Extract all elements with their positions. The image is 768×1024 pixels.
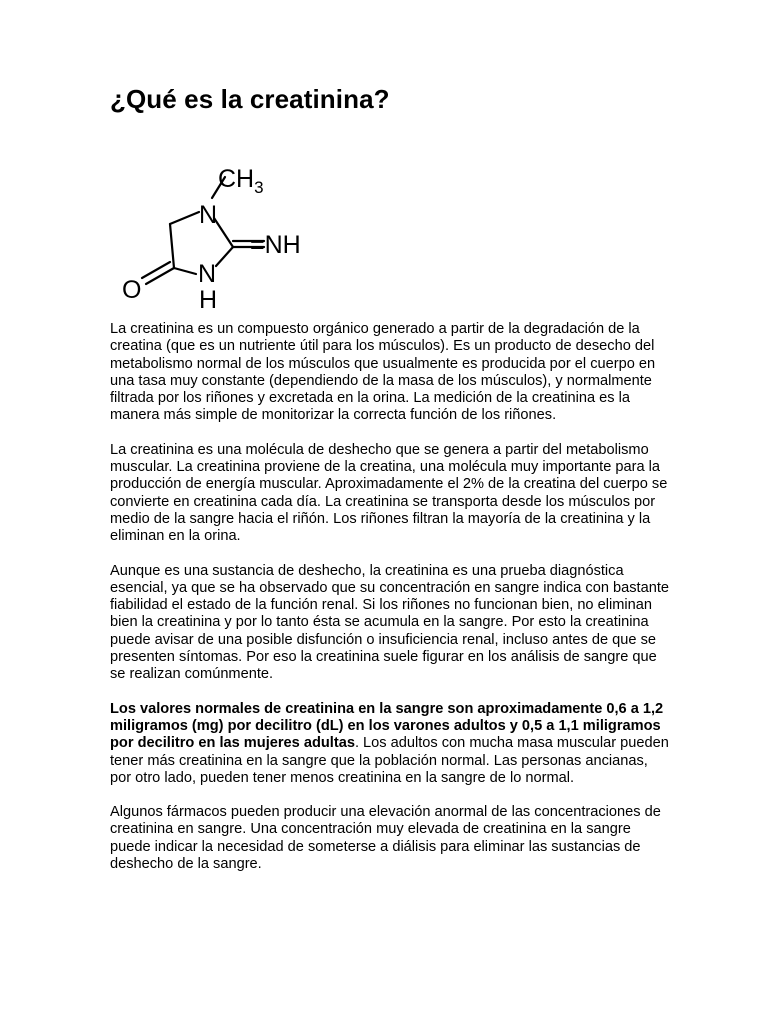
paragraph-5: Algunos fármacos pueden producir una elevación anormal de las concentraciones de creatinina en sangre. Una concentración muy elevada de creatinina en la sangre puede indicar la necesidad de someterse a diálisis para eliminar las sustancias de deshecho de la sangre. [110,804,661,873]
paragraph-1: La creatinina es un compuesto orgánico generado a partir de la degradación de la creatina (que es un nutriente útil para los músculos). Es un producto de desecho del metabolismo normal de los músculos que usualmente es producida por el cuerpo en una tasa muy constante (dependiendo de la masa de los músculos), y normalmente filtrada por los riñones y excretada en la orina. La medición de la creatinina es la manera más simple de monitorizar la correcta función de los riñones. [110,321,656,424]
normal-values-highlight: Los valores normales de creatinina en la sangre son aproximadamente 0,6 a 1,2 miligramos (mg) por decilitro (dL) en los varones adultos y 0,5 a 1,1 miligramos por decilitro en las mujeres adultas [110,700,664,752]
bond-carbonyl-2 [142,262,170,278]
paragraph-2: La creatinina es una molécula de deshecho que se genera a partir del metabolismo muscular. La creatinina proviene de la creatina, una molécula muy importante para la producción de energía muscular. Aproximadamente el 2% de la creatina del cuerpo se convierte en creatinina cada día. La creatinina se transporta desde los músculos por medio de la sangre hacia el riñón. Los riñones filtran la mayoría de la creatinina y la eliminan en la orina. [110,441,668,545]
bond-carbonyl-1 [146,268,174,284]
oxygen-label: O [122,276,142,304]
ring-n-bottom-label: N [198,260,217,288]
paragraph-3: Aunque es una sustancia de deshecho, la creatinina es una prueba diagnóstica esencial, ya que se ha observado que su concentración en sangre indica con bastante fiabilidad el estado de la función renal. Si los riñones no funcionan bien, no eliminan bien la creatinina y por lo tanto ésta se acumula en la sangre. Por esto la creatinina puede avisar de una posible disfunción o insuficiencia renal, incluso antes de que se presenten síntomas. Por eso la creatinina suele figurar en los análisis de sangre que se realizan comúnmente. [110,562,669,683]
imine-label: =NH [250,231,301,259]
bond-nh-c2 [216,247,233,266]
article-body [110,321,670,890]
creatinine-structure-diagram [112,150,322,315]
paragraph-4 [110,701,670,787]
bond-n-ch2 [170,212,199,224]
ring-n-bottom-h-label: H [199,286,218,314]
methyl-label: $CH_3$ [218,165,264,197]
paragraph-4-text: . Los adultos con mucha masa muscular pueden tener más creatinina en la sangre que la población normal. Las personas ancianas, por otro lado, pueden tener menos creatinina en la sangre de lo normal. [110,735,669,786]
page-title: ¿Qué es la creatinina? [110,84,390,114]
ring-n-top-label: N [199,201,218,229]
bond-carbonyl-nh [174,268,196,274]
